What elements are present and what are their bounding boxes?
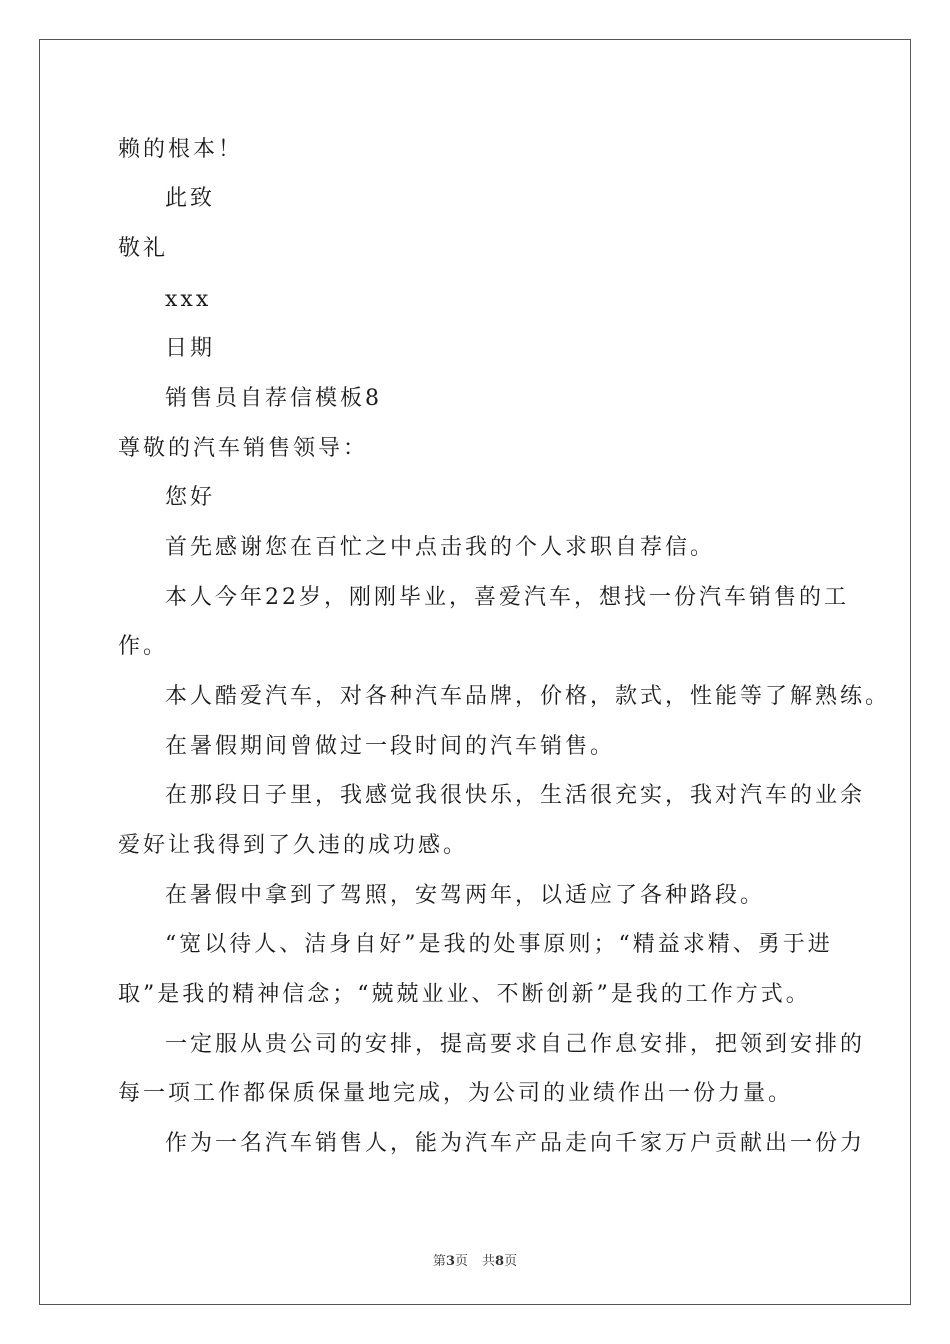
text-line: 在暑假期间曾做过一段时间的汽车销售。 [165,734,616,759]
text-line: xxx [165,287,212,312]
page-footer [0,1250,950,1269]
text-line: 您好 [165,485,216,510]
page-suffix: 页 [454,1254,468,1269]
text-line: 敬礼 [118,236,169,261]
text-line: 赖的根本！ [118,137,244,162]
page-total: 8 [495,1254,505,1269]
text-line: 作为一名汽车销售人，能为汽车产品走向千家万户贡献出一份力 [165,1131,866,1156]
page-prefix: 第 [432,1254,446,1269]
text-line: 此致 [165,186,216,211]
text-line: 取”是我的精神信念；“兢兢业业、不断创新”是我的工作方式。 [118,982,811,1007]
text-line: 一定服从贵公司的安排，提高要求自己作息安排，把领到安排的 [165,1032,866,1057]
text-line: 首先感谢您在百忙之中点击我的个人求职自荐信。 [165,535,716,560]
section-title: 销售员自荐信模板8 [165,386,382,411]
page-current: 3 [445,1254,455,1269]
total-suffix: 页 [504,1254,518,1269]
text-line: 本人今年22岁，刚刚毕业，喜爱汽车，想找一份汽车销售的工 [165,585,849,610]
text-line: 每一项工作都保质保量地完成，为公司的业绩作出一份力量。 [118,1081,794,1106]
salutation: 尊敬的汽车销售领导： [118,436,369,461]
text-line: 在那段日子里，我感觉我很快乐，生活很充实，我对汽车的业余 [165,783,866,808]
text-line: “宽以待人、洁身自好”是我的处事原则；“精益求精、勇于进 [165,932,833,957]
text-line: 本人酷爱汽车，对各种汽车品牌，价格，款式，性能等了解熟练。 [165,684,891,709]
text-line: 在暑假中拿到了驾照，安驾两年，以适应了各种路段。 [165,883,766,908]
total-prefix: 共 [482,1254,496,1269]
text-line: 日期 [165,336,216,361]
text-line: 作。 [118,634,169,659]
text-line: 爱好让我得到了久违的成功感。 [118,833,469,858]
